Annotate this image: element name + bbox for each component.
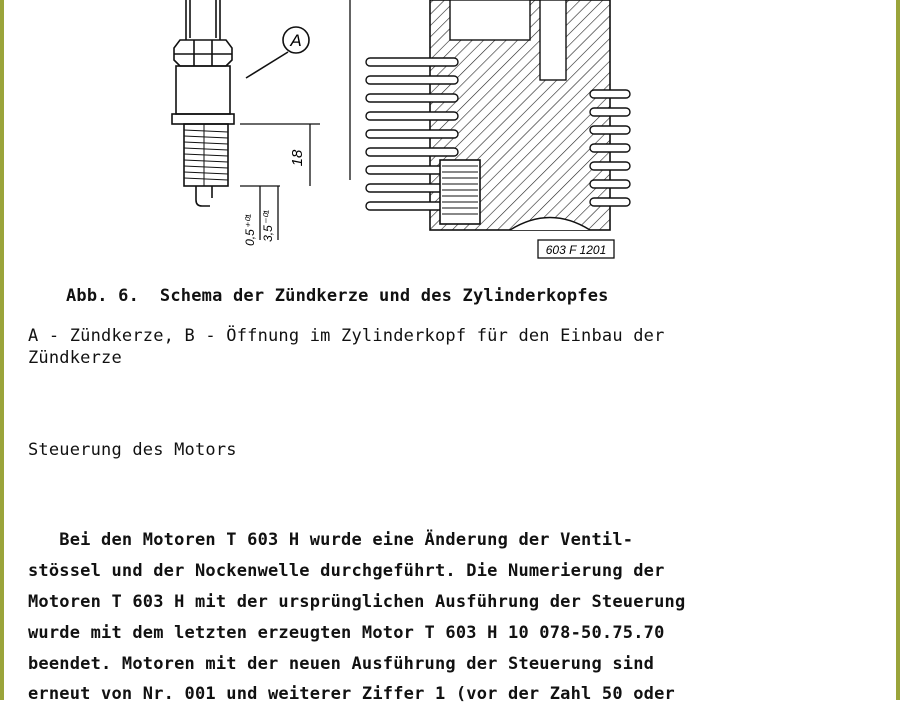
- spark-plug-cylinder-head-diagram: [150, 0, 670, 265]
- cylinder-head-drawing: [350, 0, 630, 230]
- figure-legend-line-2: Zündkerze: [28, 348, 122, 368]
- figure-caption: Abb. 6. Schema der Zündkerze und des Zylinderkopfes: [66, 286, 609, 306]
- paragraph-line: erneut von Nr. 001 und weiterer Ziffer 1 (vor der Zahl 50 oder: [28, 684, 675, 704]
- page-border-left: [0, 0, 4, 700]
- spark-plug-drawing: [172, 0, 234, 206]
- dimension-thread-label: 3,5⁻⁰¹: [261, 210, 275, 242]
- section-heading: Steuerung des Motors: [28, 440, 237, 460]
- paragraph-line: Bei den Motoren T 603 H wurde eine Änderung der Ventil-: [28, 530, 634, 550]
- figure-code: 603 F 1201: [545, 243, 607, 257]
- dimension-18-label: 18: [289, 149, 306, 167]
- dimension-gap-label: 0,5⁺⁰¹: [243, 214, 257, 246]
- paragraph-line: Motoren T 603 H mit der ursprünglichen Ausführung der Steuerung: [28, 592, 686, 612]
- figure-legend-line-1: A - Zündkerze, B - Öffnung im Zylinderkopf für den Einbau der: [28, 326, 665, 346]
- paragraph-line: wurde mit dem letzten erzeugten Motor T 603 H 10 078-50.75.70: [28, 623, 665, 643]
- paragraph-line: stössel und der Nockenwelle durchgeführt. Die Numerierung der: [28, 561, 665, 581]
- page-border-right: [896, 0, 900, 700]
- paragraph-line: beendet. Motoren mit der neuen Ausführung der Steuerung sind: [28, 654, 655, 674]
- label-a: A: [290, 31, 302, 50]
